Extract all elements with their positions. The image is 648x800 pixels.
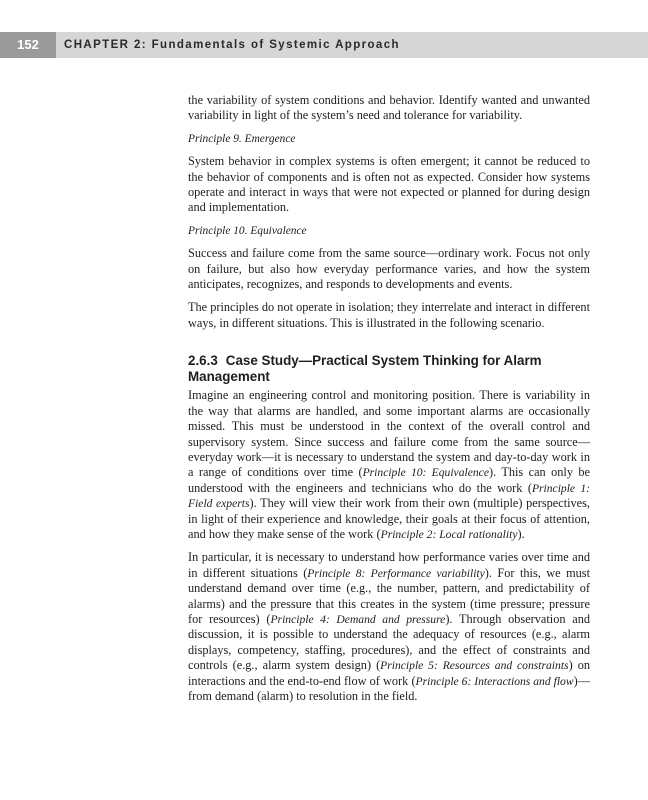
principle-reference: Principle 8: Performance variability <box>307 566 485 580</box>
page-body <box>188 93 590 712</box>
principle-heading: Principle 9. Emergence <box>188 132 296 145</box>
principle-reference: Principle 6: Interactions and flow <box>415 674 574 688</box>
text-run: )—from demand (alarm) to resolution in the field. <box>188 673 590 703</box>
principle-reference: Principle 5: Resources and constraints <box>380 659 569 673</box>
principle-reference: Principle 4: Demand and pressure <box>270 612 446 626</box>
text-run: ). <box>517 526 525 541</box>
paragraph: The principles do not operate in isolation; they interrelate and interact in different ways, in different situations. This is illustrated in the following scenario. <box>188 300 590 330</box>
paragraph: the variability of system conditions and behavior. Identify wanted and unwanted variability in light of the system’s need and tolerance for variability. <box>188 93 590 123</box>
principle-reference: Principle 1: Field experts <box>188 481 590 511</box>
paragraph: System behavior in complex systems is often emergent; it cannot be reduced to the behavior of components and is often not as expected. Consider how systems operate and interact in ways that were not expected or planned for during design and implementation. <box>188 154 590 215</box>
paragraph: Success and failure come from the same source—ordinary work. Focus not only on failure, but also how everyday performance varies, and how the system anticipates, recognizes, and responds to developments and events. <box>188 246 590 292</box>
section-number: 2.6.3 <box>188 353 218 369</box>
section-title: Case Study—Practical System Thinking for Alarm Management <box>188 353 542 385</box>
text-run: ). Through observation and discussion, it is possible to understand the adequacy of resources (e.g., alarm displays, competency, staffing, procedures), and the effect of constraints and controls (e.g., alarm system design) ( <box>188 611 591 673</box>
text-run: ). For this, we must understand demand over time (e.g., the number, pattern, and predictability of alarms) and the pressure that this creates in the system (time pressure; pressure for resources) ( <box>188 565 590 626</box>
case-study-paragraph-1 <box>188 388 590 542</box>
page-number: 152 <box>0 32 56 58</box>
running-head-title: CHAPTER 2: Fundamentals of Systemic Approach <box>64 39 400 51</box>
text-run: Imagine an engineering control and monitoring position. There is variability in the way that alarms are handled, and some important alarms are occasionally missed. This must be understood in the context of the overall control and supervisory system. Since success and failure come from the same source—everyday work—it is necessary to understand the system and day-to-day work in a range of conditions over time ( <box>188 388 590 480</box>
text-run: In particular, it is necessary to understand how performance varies over time and in different situations ( <box>188 550 590 580</box>
principle-heading: Principle 10. Equivalence <box>188 224 307 237</box>
case-study-paragraph-2 <box>188 550 590 704</box>
text-run: ) on interactions and the end-to-end flow of work ( <box>188 658 590 688</box>
section-heading <box>188 353 590 385</box>
principle-reference: Principle 2: Local rationality <box>380 527 518 541</box>
principle-reference: Principle 10: Equivalence <box>362 466 489 480</box>
text-run: ). This can only be understood with the engineers and technicians who do the work ( <box>188 465 590 495</box>
text-run: ). They will view their work from their own (multiple) perspectives, in light of their experience and knowledge, their goals at their focus of attention, and how they make sense of the work ( <box>188 496 590 541</box>
running-header <box>0 32 648 58</box>
